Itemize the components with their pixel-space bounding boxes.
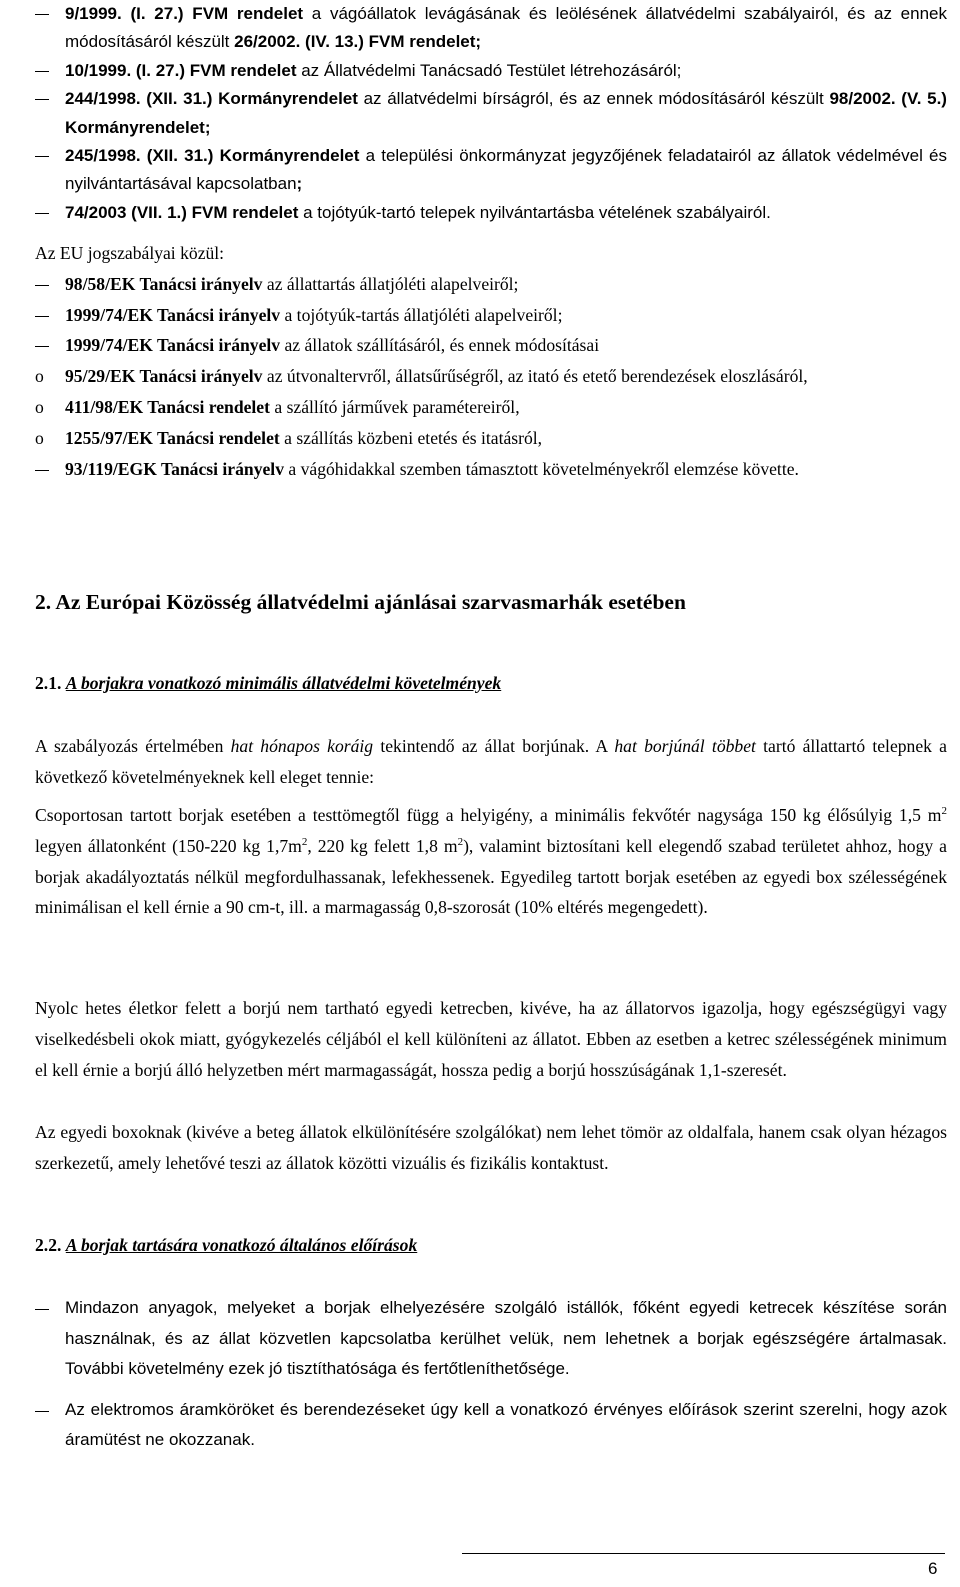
list-item: 1999/74/EK Tanácsi irányelv az állatok szállításáról, és ennek módosításai: [65, 335, 600, 356]
paragraph: Csoportosan tartott borjak esetében a testtömegtől függ a helyigény, a minimális fekvőtér nagysága 150 kg élősúlyig 1,5 $m^2$ legyen állatonként (150-220 kg $1,7m^2$, 220 kg felett 1,8 $m^2$), valamint biztosítani kell elegendő szabad területet ahhoz, hogy a borjak akadályoztatás nélkül megfordulhassanak, lefekhessenek. Egyedileg tartott borjak esetében az egyedi box szélességének minimálisan el kell érnie a 90 cm-t, ill. a marmagasság 0,8-szorosát (10% eltérés megengedett).: [35, 805, 947, 918]
section-heading: 2. Az Európai Közösség állatvédelmi ajánlásai szarvasmarhák esetében: [35, 590, 686, 614]
list-item: 9/1999. (I. 27.) FVM rendelet a vágóállatok levágásának és leölésének állatvédelmi szabályairól, és az ennek módosításáról készült 26/2002. (IV. 13.) FVM rendelet;: [65, 4, 947, 52]
sub-list-item: o 95/29/EK Tanácsi irányelv az útvonaltervről, állatsűrűségről, az itató és etető berendezések eloszlásáról,: [35, 361, 947, 392]
list-item: 93/119/EGK Tanácsi irányelv a vágóhidakkal szemben támasztott követelményekről elemzése követte.: [65, 458, 799, 479]
sub-list-item: o 411/98/EK Tanácsi rendelet a szállító járművek paramétereiről,: [35, 392, 947, 423]
page-number: 6: [928, 1559, 938, 1578]
eu-law-section: [35, 238, 947, 484]
sub-list-item: o 1255/97/EK Tanácsi rendelet a szállítás közbeni etetés és itatásról,: [35, 423, 947, 454]
paragraph: A szabályozás értelmében hat hónapos koráig tekintendő az állat borjúnak. A hat borjúnál többet tartó állattartó telepnek a következő követelményeknek kell eleget tennie:: [35, 736, 947, 787]
hungarian-law-list: [35, 0, 947, 227]
subsection-heading: 2.2. A borjak tartására vonatkozó általános előírások: [35, 1235, 418, 1255]
subsection-heading: 2.1. A borjakra vonatkozó minimális állatvédelmi követelmények: [35, 673, 502, 693]
list-item: 245/1998. (XII. 31.) Kormányrendelet a települési önkormányzat jegyzőjének feladatairól az állatok védelmével és nyilvántartásával kapcsolatban;: [65, 146, 947, 194]
footer-divider: [462, 1553, 945, 1554]
circle-bullet-icon: o: [35, 366, 44, 387]
list-item: 74/2003 (VII. 1.) FVM rendelet a tojótyúk-tartó telepek nyilvántartásba vételének szabályairól.: [65, 202, 771, 222]
list-item: 98/58/EK Tanácsi irányelv az állattartás állatjóléti alapelveiről;: [65, 273, 519, 294]
list-item: Mindazon anyagok, melyeket a borjak elhelyezésére szolgáló istállók, főként egyedi ketrecek készítése során használnak, és az állat közvetlen kapcsolatba kerülhet velük, nem lehetnek a borjak egészségére ártalmasak. További követelmény ezek jó tisztíthatósága és fertőtleníthetősége.: [65, 1298, 947, 1379]
circle-bullet-icon: o: [35, 427, 44, 448]
list-item: 1999/74/EK Tanácsi irányelv a tojótyúk-tartás állatjóléti alapelveiről;: [65, 304, 563, 325]
paragraph: Az egyedi boxoknak (kivéve a beteg állatok elkülönítésére szolgálókat) nem lehet tömör az oldalfala, hanem csak olyan hézagos szerkezetű, amely lehetővé teszi az állatok közötti vizuális és fizikális kontaktust.: [35, 1122, 947, 1173]
eu-intro: Az EU jogszabályai közül:: [35, 243, 225, 263]
general-rules-list: [35, 1293, 947, 1456]
circle-bullet-icon: o: [35, 396, 44, 417]
list-item: 244/1998. (XII. 31.) Kormányrendelet az állatvédelmi bírságról, és az ennek módosításáról készült 98/2002. (V. 5.) Kormányrendelet;: [65, 89, 947, 137]
paragraph: Nyolc hetes életkor felett a borjú nem tartható egyedi ketrecben, kivéve, ha az állatorvos igazolja, hogy egészségügyi vagy viselkedésbeli okok miatt, gyógykezelés céljából el kell különíteni az állatot. Ebben az esetben a ketrec szélességének minimum el kell érnie a borjú álló helyzetben mért marmagasságát, hossza pedig a borjú hosszúságának 1,1-szeresét.: [35, 998, 947, 1080]
list-item: 10/1999. (I. 27.) FVM rendelet az Állatvédelmi Tanácsadó Testület létrehozásáról;: [65, 60, 682, 80]
list-item: Az elektromos áramköröket és berendezéseket úgy kell a vonatkozó érvényes előírások szerint szerelni, hogy azok áramütést ne okozzanak.: [65, 1399, 947, 1450]
